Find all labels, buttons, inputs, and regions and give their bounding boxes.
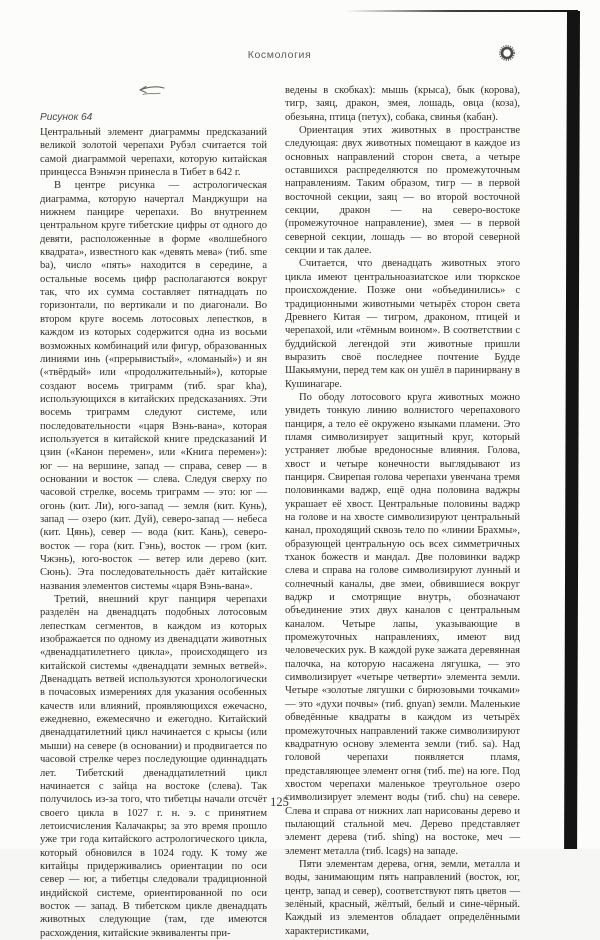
paragraph: В центре рисунка — астрологическая диаграмма, которую начертал Манджушри на нижнем панцире черепахи. Во внутреннем центральном круге тибетские цифры от одного до девяти, расположенные в форме «волшебного квадрата», известного как «девять мева» (тиб. sme ba), число «пять» находится в середине, а остальные восемь цифр располагаются вокруг так, что их сумма составляет пятнадцать по горизонтали, по вертикали и по диагонали. Во втором круге восемь лотосовых лепестков, в каждом из которых содержится одна из восьми возможных комбинаций или фигур, образованных линиями инь («прерывистый», «ломаный») и ян («твёрдый» или «продолжительный»), которые создают восемь триграмм (тиб. spar kha), использующихся в китайских предсказаниях. Эти восемь триграмм следуют системе, или последовательности «царя Вэнь-вана», которая используется в китайской книге предсказаний И цзин («Канон перемен», или «Книга перемен»): юг — на вершине, запад — справа, север — в основании и восток — слева. Следуя сверху по часовой стрелке, восемь триграмм — это: юг — огонь (кит. Ли), юго-запад — земля (кит. Кунь), запад — озеро (кит. Дуй), северо-запад — небеса (кит. Цянь), север — вода (кит. Кань), северо-восток — гора (кит. Гэнь), восток — гром (кит. Чжэнь), юго-восток — ветер или дерево (кит. Сюнь). Эта последовательность даёт китайские названия элементов системы «царя Вэнь-вана». bbox=[40, 180, 267, 592]
page-number: 125 bbox=[270, 795, 289, 809]
handwritten-arrow-icon bbox=[136, 84, 267, 97]
left-column bbox=[40, 84, 267, 940]
scan-edge-vertical-bar bbox=[564, 11, 580, 849]
paragraph: Ориентация этих животных в пространстве следующая: двух животных помещают в каждое из основных направлений сторон света, а четыре оставшихся распределяются по промежуточным направлениям. Таким образом, тигр — в первой восточной секции, заяц — во второй восточной секции, дракон — на северо-востоке (промежуточное направление), змея — в первой северной секции, лошадь — во второй северной секции и так далее. bbox=[285, 125, 520, 257]
figure-caption: Рисунок 64 bbox=[40, 112, 93, 123]
paragraph: ведены в скобках): мышь (крыса), бык (корова), тигр, заяц, дракон, змея, лошадь, овца (коза), обезьяна, птица (петух), собака, свинья (кабан). bbox=[285, 85, 520, 123]
paragraph: Считается, что двенадцать животных этого цикла имеют центральноазиатское или тюркское происхождение. Позже они «объединились» с традиционными животными четырёх сторон света Древнего Китая — тигром, драконом, птицей и черепахой, или «тёмным воином». В соответствии с буддийской легендой эти животные пришли выразить своё последнее почтение Будде Шакьямуни, перед тем как он ушёл в паринирвану в Кушинагаре. bbox=[285, 258, 520, 390]
paragraph: Третий, внешний круг панциря черепахи разделён на двенадцать подобных лотосовым лепесткам сегментов, в каждом из которых изображается по одному из двенадцати животных «двенадцатилетнего цикла», происходящего из китайской системы «двенадцати земных ветвей». Двенадцать ветвей используются хронологически в почасовых измерениях для указания особенных качеств или влияний, проявляющихся ежечасно, ежедневно, ежемесячно и ежегодно. Китайский двенадцатилетний цикл начинается с крысы (или мыши) на севере (в основании) и продвигается по часовой стрелке через последующие одиннадцать лет. Тибетский двенадцатилетний цикл начинается с зайца на востоке (слева). Так получилось из-за того, что тибетцы начали отсчёт своего цикла в 1027 г. н. э. с принятием летоисчисления Калачакры; за это время прошло уже три года китайского астрологического цикла, который обновился в 1024 году. К тому же китайцы придерживались ориентации по оси север — юг, а тибетцы следовали традиционной индийской системе, ориентированной по оси восток — запад. В тибетском цикле двенадцать животных следующие (там, где имеются расхождения, китайские эквиваленты при- bbox=[40, 594, 267, 939]
handwritten-arrow-svg bbox=[136, 84, 166, 97]
rosette-ornament-icon bbox=[498, 44, 516, 62]
paragraph: Центральный элемент диаграммы предсказаний великой золотой черепахи Рубэл считается той самой диаграммой черепахи, которую китайская принцесса Вэньчэн принесла в Тибет в 642 г. bbox=[40, 127, 267, 179]
paragraph: По ободу лотосового круга животных можно увидеть тонкую линию волнистого черепахового панциря, а тело её окружено языками пламени. Это пламя символизирует защитный круг, который устраняет любые вредоносные влияния. Голова, хвост и четыре конечности выглядывают из панциря. Свирепая голова черепахи увенчана тремя половинками ваджр, ещё одна половина ваджры украшает её хвост. Центральные половины ваджр на голове и на хвосте символизируют центральный канал, проходящий сквозь тело по «линии Брахмы», образующей центральную ось всех симметричных тханок божеств и мандал. Две половинки ваджр слева и справа на голове символизируют лунный и солнечный каналы, две змеи, обвившиеся вокруг ваджр и смотрящие внутрь, обозначают объединение этих двух каналов с центральным каналом. Четыре лапы, указывающие в промежуточных направлениях, имеют вид человеческих рук. В каждой руке зажата деревянная палочка, на которую насажена лягушка, — это символизирует «четыре четверти» элемента земли. Четыре «золотые лягушки с бирюзовыми точками» — это «духи почвы» (тиб. gnyan) земли. Маленькие обведённые квадраты в каждом из четырёх промежуточных направлений также символизируют квадратную основу элемента земли (тиб. sa). Над головой черепахи появляется пламя, представляющее элемент огня (тиб. me) на юге. Под хвостом черепахи маленькое треугольное озеро символизирует элемент воды (тиб. chu) на севере. Слева и справа от нижних лап нарисованы дерево и пылающий стальной меч. Дерево представляет элемент дерева (тиб. shing) на востоке, меч — элемент металла (тиб. lcags) на западе. bbox=[285, 391, 520, 857]
paragraph: Пяти элементам дерева, огня, земли, металла и воды, занимающим пять направлений (восток, юг, центр, запад и север), соответствуют пять цветов — зелёный, красный, жёлтый, белый и сине-чёрный. Каждый из элементов обладает определёнными характеристиками, bbox=[285, 858, 520, 937]
running-head: Космология bbox=[247, 49, 312, 61]
scan-edge-horizontal-line bbox=[345, 10, 578, 12]
rosette-ornament-svg bbox=[498, 44, 516, 62]
